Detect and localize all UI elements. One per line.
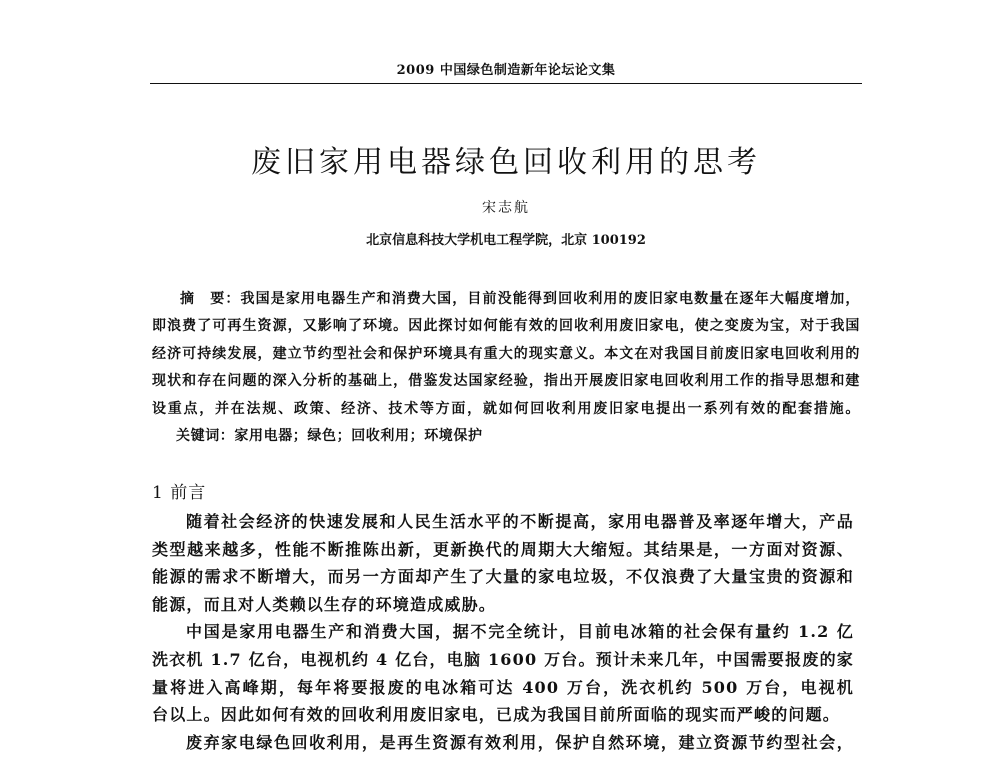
abstract-line: 即浪费了可再生资源，又影响了环境。因此探讨如何能有效的回收利用废旧家电，使之变废为宝，对于我国 (152, 318, 860, 335)
header-rule (150, 83, 862, 84)
keywords-text: 家用电器；绿色；回收利用；环境保护 (234, 427, 483, 444)
body-line: 量将进入高峰期，每年将要报废的电冰箱可达 400 万台，洗衣机约 500 万台，电视机 (152, 677, 854, 697)
body-line: 能源，而且对人类赖以生存的环境造成威胁。 (152, 594, 497, 614)
body-line: 能源的需求不断增大，而另一方面却产生了大量的家电垃圾，不仅浪费了大量宝贵的资源和 (152, 567, 854, 587)
section-title: 前言 (170, 483, 207, 503)
body-line: 随着社会经济的快速发展和人民生活水平的不断提高，家用电器普及率逐年增大，产品 (186, 512, 854, 531)
body-line: 废弃家电绿色回收利用，是再生资源有效利用，保护自然环境，建立资源节约型社会， (186, 732, 854, 752)
body-line: 中国是家用电器生产和消费大国，据不完全统计，目前电冰箱的社会保有量约 1.2 亿 (186, 622, 854, 642)
abstract-line: 设重点，并在法规、政策、经济、技术等方面，就如何回收利用废旧家电提出一系列有效的配套措施。 (152, 400, 860, 417)
body-line: 台以上。因此如何有效的回收利用废旧家电，已成为我国目前所面临的现实而严峻的问题。 (152, 705, 841, 725)
section-heading (152, 481, 206, 505)
body-line: 洗衣机 1.7 亿台，电视机约 4 亿台，电脑 1600 万台。预计未来几年，中国需要报废的家 (152, 649, 854, 669)
body-text (152, 508, 854, 756)
keywords-label: 关键词： (176, 427, 235, 444)
abstract-label: 摘 要： (180, 291, 241, 307)
abstract (152, 286, 860, 450)
abstract-line (152, 286, 860, 313)
abstract-line-text: 我国是家用电器生产和消费大国，目前没能得到回收利用的废旧家电数量在逐年大幅度增加， (240, 291, 860, 307)
section-number: 1 (152, 483, 164, 503)
running-header: 2009 中国绿色制造新年论坛论文集 (396, 63, 616, 78)
abstract-line: 经济可持续发展，建立节约型社会和保护环境具有重大的现实意义。本文在对我国目前废旧家电回收利用的 (152, 345, 860, 362)
keywords-line (152, 423, 860, 450)
abstract-line: 现状和存在问题的深入分析的基础上，借鉴发达国家经验，指出开展废旧家电回收利用工作的指导思想和建 (152, 373, 860, 390)
author-affiliation: 北京信息科技大学机电工程学院，北京 100192 (366, 233, 646, 248)
paper-title: 废旧家用电器绿色回收利用的思考 (251, 145, 761, 180)
author-name: 宋志航 (482, 200, 530, 216)
body-line: 类型越来越多，性能不断推陈出新，更新换代的周期大大缩短。其结果是，一方面对资源、 (152, 539, 854, 559)
